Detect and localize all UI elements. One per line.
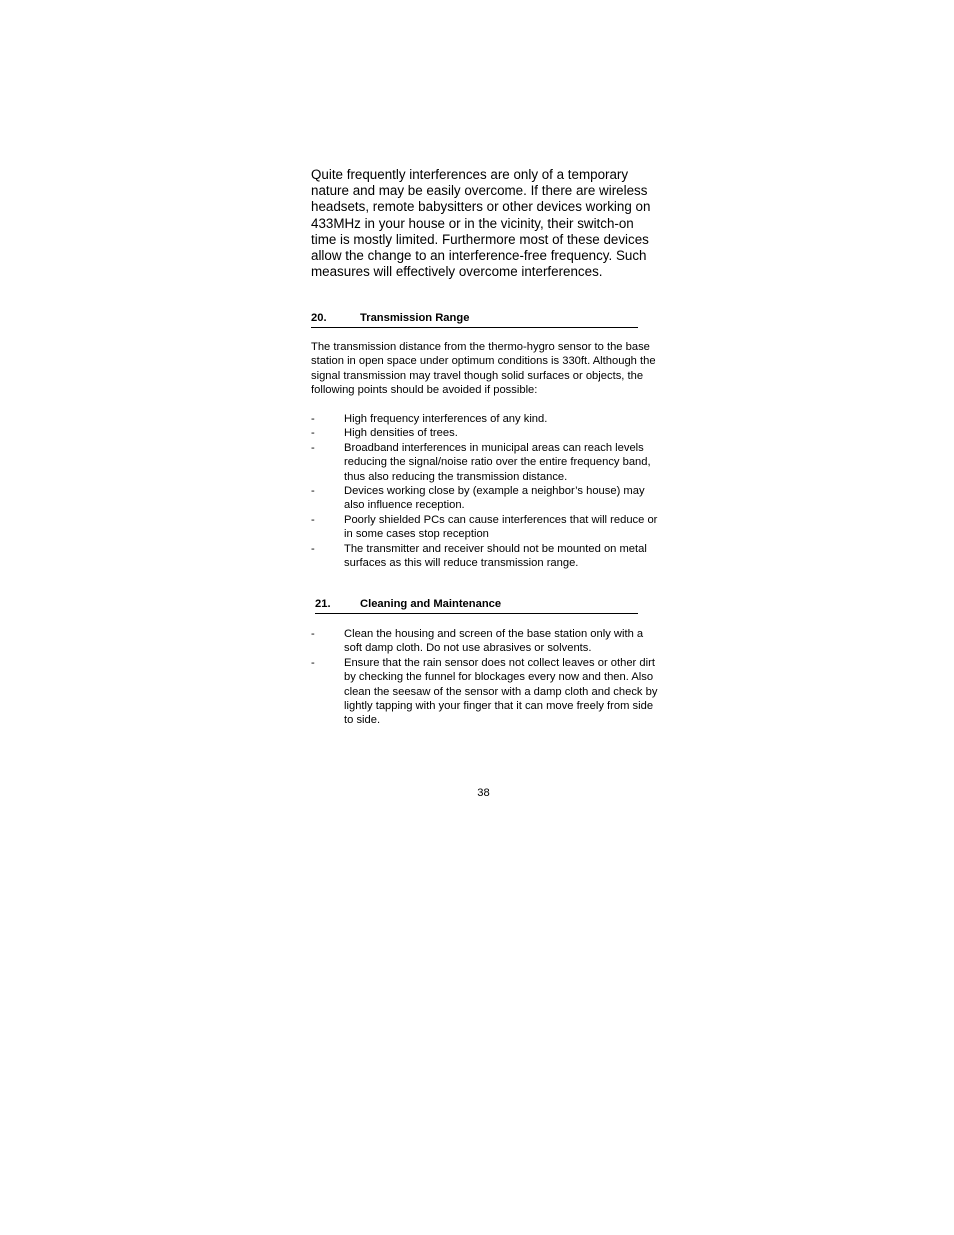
list-item <box>311 441 661 484</box>
list-item-text: Clean the housing and screen of the base station only with a soft damp cloth. Do not use abrasives or solvents. <box>344 628 644 655</box>
list-item <box>311 412 661 426</box>
list-item-text: Ensure that the rain sensor does not collect leaves or other dirt by checking the funnel for blockages every now and then. Also clean the seesaw of the sensor with a damp cloth and check by lightly tapping with your finger that it can move freely from side to side. <box>344 656 658 727</box>
section-20-paragraph: The transmission distance from the thermo-hygro sensor to the base station in open space under optimum conditions is 330ft. Although the signal transmission may travel though solid surfaces or objects, the following points should be avoided if possible: <box>311 341 656 397</box>
section-20-title: Transmission Range <box>360 312 470 324</box>
list-item-text: Devices working close by (example a neighbor’s house) may also influence reception. <box>344 485 645 512</box>
list-item <box>311 426 661 440</box>
section-20-number: 20. <box>311 312 327 324</box>
bullet-dash: - <box>311 413 315 425</box>
bullet-dash: - <box>311 628 315 640</box>
list-item <box>311 656 661 728</box>
section-20-list <box>311 412 661 570</box>
section-21-heading <box>315 598 638 614</box>
intro-paragraph: Quite frequently interferences are only of a temporary nature and may be easily overcome. If there are wireless headsets, remote babysitters or other devices working on 433MHz in your house or in the vicinity, their switch-on time is mostly limited. Furthermore most of these devices allow the change to an interference-free frequency. Such measures will effectively overcome interferences. <box>311 167 651 280</box>
bullet-dash: - <box>311 441 315 454</box>
bullet-dash: - <box>311 427 315 440</box>
list-item-text: Broadband interferences in municipal areas can reach levels reducing the signal/noise ratio over the entire frequency band, thus also reducing the transmission distance. <box>344 441 651 483</box>
list-item-text: High densities of trees. <box>344 427 458 440</box>
list-item <box>311 513 661 542</box>
bullet-dash: - <box>311 513 315 526</box>
list-item-text: High frequency interferences of any kind. <box>344 413 548 425</box>
page-number: 38 <box>477 787 490 799</box>
bullet-dash: - <box>311 656 315 669</box>
bullet-dash: - <box>311 485 315 498</box>
list-item <box>311 542 661 571</box>
section-21-list <box>311 627 661 728</box>
section-21-title: Cleaning and Maintenance <box>360 598 502 610</box>
bullet-dash: - <box>311 542 315 555</box>
list-item <box>311 627 661 656</box>
list-item-text: Poorly shielded PCs can cause interferences that will reduce or in some cases stop reception <box>344 513 658 541</box>
list-item-text: The transmitter and receiver should not be mounted on metal surfaces as this will reduce transmission range. <box>344 542 647 570</box>
list-item <box>311 484 661 513</box>
section-21-number: 21. <box>315 598 331 610</box>
section-20-heading <box>311 312 638 328</box>
